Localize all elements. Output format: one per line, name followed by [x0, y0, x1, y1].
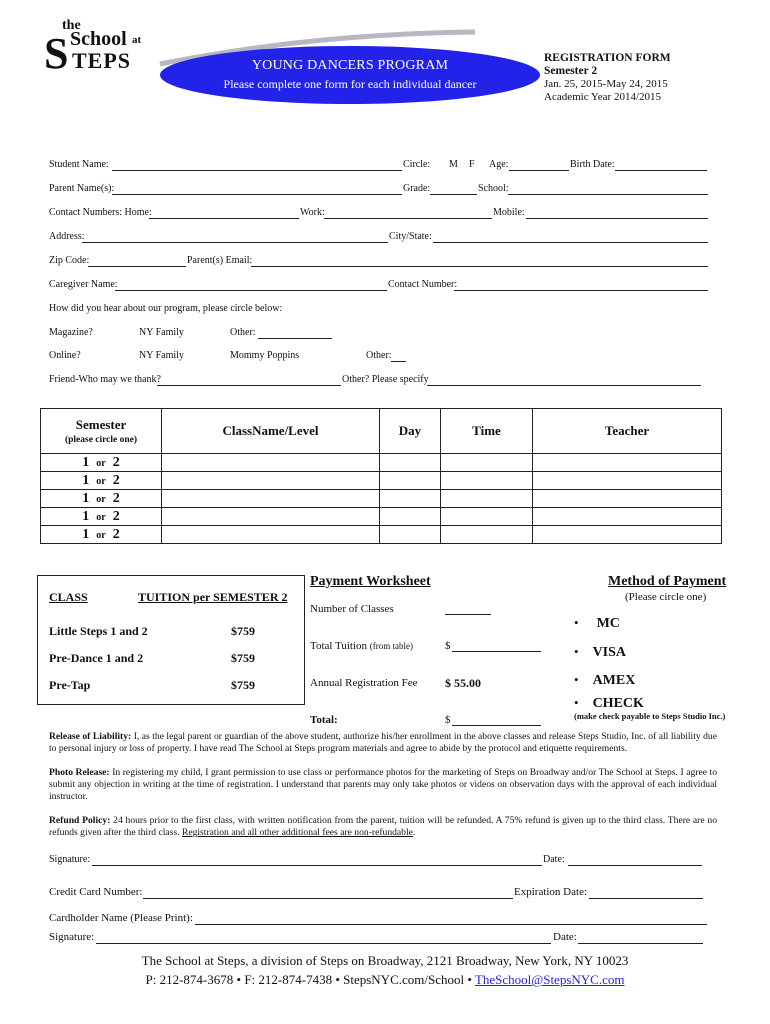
- logo-school-text: School: [70, 28, 127, 50]
- class-name-cell[interactable]: [162, 508, 380, 526]
- age-label: Age:: [489, 159, 509, 170]
- bullet-icon: •: [574, 644, 579, 659]
- program-banner: [160, 46, 540, 104]
- total-tuition-label: Total Tuition (from table): [310, 640, 413, 652]
- class-table-header: [41, 409, 722, 454]
- teacher-cell[interactable]: [533, 472, 722, 490]
- option-magazine[interactable]: Magazine?: [49, 327, 93, 338]
- day-cell[interactable]: [380, 508, 441, 526]
- grade-label: Grade:: [403, 183, 431, 194]
- logo-teps-text: TEPS: [72, 48, 132, 73]
- header-class-name: ClassName/Level: [162, 409, 380, 454]
- credit-card-label: Credit Card Number:: [49, 886, 143, 898]
- release-of-liability: Release of Liability: I, as the legal parent or guardian of the above student, authorize his/her enrollment in the above classes and release Steps Studio, Inc. of all liability due to personal injury or loss of property. I have read The School at Steps program materials and agree to abide by the protocol and etiquette requirements.: [49, 731, 717, 755]
- registration-title: REGISTRATION FORM: [544, 52, 671, 64]
- bullet-icon: •: [574, 672, 579, 687]
- other-specify-field[interactable]: [427, 385, 701, 386]
- tuition-item-name: Pre-Dance 1 and 2: [49, 651, 144, 665]
- footer-contact: P: 212-874-3678 • F: 212-874-7438 • StepsNYC.com/School • TheSchool@StepsNYC.com: [145, 972, 625, 987]
- semester-choice[interactable]: 1 or 2: [41, 490, 162, 508]
- mobile-label: Mobile:: [493, 207, 525, 218]
- option-online[interactable]: Online?: [49, 350, 81, 361]
- cardholder-label: Cardholder Name (Please Print):: [49, 912, 193, 924]
- total-dollar: $: [445, 714, 451, 726]
- other-online-label: Other:: [366, 350, 392, 361]
- academic-year: Academic Year 2014/2015: [544, 91, 662, 103]
- teacher-cell[interactable]: [533, 454, 722, 472]
- semester-choice[interactable]: 1 or 2: [41, 508, 162, 526]
- tuition-item-price: $759: [231, 678, 255, 692]
- date2-field[interactable]: [578, 943, 703, 944]
- time-cell[interactable]: [441, 526, 533, 544]
- cardholder-field[interactable]: [195, 924, 707, 925]
- parent-names-label: Parent Name(s):: [49, 183, 115, 194]
- table-row: [41, 490, 722, 508]
- credit-card-field[interactable]: [143, 898, 513, 899]
- teacher-cell[interactable]: [533, 526, 722, 544]
- annual-fee-label: Annual Registration Fee: [310, 677, 418, 689]
- caregiver-label: Caregiver Name:: [49, 279, 118, 290]
- city-state-label: City/State:: [389, 231, 432, 242]
- caregiver-field[interactable]: [115, 290, 387, 291]
- circle-label: Circle:: [403, 159, 431, 170]
- bullet-icon: •: [574, 615, 579, 630]
- other-magazine-field[interactable]: [258, 338, 332, 339]
- time-cell[interactable]: [441, 472, 533, 490]
- tuition-item-name: Little Steps 1 and 2: [49, 624, 148, 638]
- teacher-cell[interactable]: [533, 508, 722, 526]
- annual-fee-value: $ 55.00: [445, 676, 481, 690]
- table-row: [41, 526, 722, 544]
- school-field[interactable]: [508, 194, 708, 195]
- table-row: [41, 472, 722, 490]
- program-title: YOUNG DANCERS PROGRAM: [251, 58, 449, 73]
- time-cell[interactable]: [441, 508, 533, 526]
- expiration-label: Expiration Date:: [514, 886, 588, 898]
- day-cell[interactable]: [380, 454, 441, 472]
- logo-at-text: at: [132, 34, 142, 46]
- contact-home-field[interactable]: [149, 218, 299, 219]
- header-semester: [41, 409, 162, 454]
- other-online-field[interactable]: [391, 361, 406, 362]
- expiration-field[interactable]: [589, 898, 703, 899]
- signature-field[interactable]: [92, 865, 542, 866]
- payment-option-check[interactable]: • CHECK: [574, 695, 644, 711]
- gender-f-option[interactable]: F: [469, 159, 475, 170]
- age-field[interactable]: [509, 170, 569, 171]
- contact-number-field[interactable]: [454, 290, 708, 291]
- class-name-cell[interactable]: [162, 490, 380, 508]
- other-magazine-label: Other:: [230, 327, 256, 338]
- address-label: Address:: [49, 231, 85, 242]
- parent-names-field[interactable]: [112, 194, 402, 195]
- method-title: Method of Payment: [608, 574, 727, 589]
- gender-m-option[interactable]: M: [449, 159, 458, 170]
- birth-date-label: Birth Date:: [570, 159, 615, 170]
- parent-email-label: Parent(s) Email:: [187, 255, 253, 266]
- footer-address: The School at Steps, a division of Steps on Broadway, 2121 Broadway, New York, NY 10023: [141, 953, 629, 968]
- contact-home-label: Contact Numbers: Home:: [49, 207, 152, 218]
- tuition-class-header: CLASS: [49, 590, 88, 604]
- student-name-field[interactable]: [112, 170, 402, 171]
- header-time: Time: [441, 409, 533, 454]
- table-row: [41, 508, 722, 526]
- semester-label: Semester 2: [544, 65, 598, 77]
- table-row: [41, 454, 722, 472]
- semester-choice[interactable]: 1 or 2: [41, 454, 162, 472]
- tuition-item-price: $759: [231, 624, 255, 638]
- check-note: (make check payable to Steps Studio Inc.): [574, 711, 726, 721]
- class-name-cell[interactable]: [162, 454, 380, 472]
- zip-field[interactable]: [88, 266, 186, 267]
- friend-label: Friend-Who may we thank?: [49, 374, 161, 385]
- parent-email-field[interactable]: [251, 266, 708, 267]
- payment-worksheet-title: Payment Worksheet: [310, 574, 431, 589]
- day-cell[interactable]: [380, 472, 441, 490]
- student-name-label: Student Name:: [49, 159, 109, 170]
- birth-date-field[interactable]: [615, 170, 707, 171]
- semester-choice[interactable]: 1 or 2: [41, 472, 162, 490]
- num-classes-label: Number of Classes: [310, 603, 394, 615]
- day-cell[interactable]: [380, 526, 441, 544]
- num-classes-field[interactable]: [445, 614, 491, 615]
- tuition-price-header: TUITION per SEMESTER 2: [138, 590, 288, 604]
- payment-option-mc[interactable]: • MC: [574, 615, 620, 631]
- class-name-cell[interactable]: [162, 526, 380, 544]
- date-label: Date:: [543, 854, 565, 865]
- mobile-field[interactable]: [526, 218, 708, 219]
- photo-release: Photo Release: In registering my child, I grant permission to use class or performance photos for the marketing of Steps on Broadway and/or The School at Steps. I agree to submit any objection in writing at the time of registration. I understand that parents may only take photos or videos on observation days with the approval of each individual instructor.: [49, 767, 718, 803]
- email-link[interactable]: TheSchool@StepsNYC.com: [474, 972, 625, 987]
- total-field[interactable]: [452, 725, 541, 726]
- method-note: (Please circle one): [625, 591, 707, 603]
- time-cell[interactable]: [441, 454, 533, 472]
- date-field[interactable]: [568, 865, 702, 866]
- option-mommy-poppins[interactable]: Mommy Poppins: [230, 350, 300, 361]
- header-day: Day: [380, 409, 441, 454]
- time-cell[interactable]: [441, 490, 533, 508]
- other-specify-label: Other? Please specify: [342, 374, 429, 385]
- work-field[interactable]: [324, 218, 492, 219]
- logo-the-text: the: [62, 18, 81, 33]
- city-state-field[interactable]: [433, 242, 708, 243]
- logo-s-letter: S: [44, 29, 69, 78]
- option-ny-family-online[interactable]: NY Family: [139, 350, 184, 361]
- address-field[interactable]: [82, 242, 388, 243]
- work-label: Work:: [300, 207, 325, 218]
- refund-policy: Refund Policy: 24 hours prior to the first class, with written notification from the parent, tuition will be refunded. A 75% refund is given up to the third class. There are no refunds given after the third class. Registration and all other additional fees are non-refundable.: [49, 815, 717, 839]
- tuition-table: [37, 575, 305, 705]
- teacher-cell[interactable]: [533, 490, 722, 508]
- hear-question: How did you hear about our program, please circle below:: [49, 303, 283, 314]
- signature-label: Signature:: [49, 854, 91, 865]
- semester-choice[interactable]: 1 or 2: [41, 526, 162, 544]
- school-label: School:: [478, 183, 509, 194]
- total-tuition-field[interactable]: [452, 651, 541, 652]
- signature2-field[interactable]: [96, 943, 551, 944]
- payment-option-visa[interactable]: • VISA: [574, 644, 627, 660]
- class-table: [40, 408, 722, 544]
- friend-field[interactable]: [157, 385, 341, 386]
- header-semester-note: (please circle one): [64, 435, 138, 445]
- total-tuition-dollar: $: [445, 640, 451, 652]
- class-name-cell[interactable]: [162, 472, 380, 490]
- semester-dates: Jan. 25, 2015-May 24, 2015: [544, 78, 668, 90]
- header-semester-label: Semester: [75, 417, 127, 432]
- contact-number-label: Contact Number:: [388, 279, 458, 290]
- payment-option-amex[interactable]: • AMEX: [574, 672, 636, 688]
- header-teacher: Teacher: [533, 409, 722, 454]
- total-label: Total:: [310, 714, 338, 726]
- grade-field[interactable]: [430, 194, 477, 195]
- zip-label: Zip Code:: [49, 255, 90, 266]
- registration-info: [544, 52, 744, 104]
- signature2-label: Signature:: [49, 931, 95, 943]
- tuition-item-name: Pre-Tap: [49, 678, 91, 692]
- program-subtitle: Please complete one form for each individual dancer: [223, 77, 477, 91]
- date2-label: Date:: [553, 931, 577, 943]
- option-ny-family-magazine[interactable]: NY Family: [139, 327, 184, 338]
- bullet-icon: •: [574, 695, 579, 710]
- day-cell[interactable]: [380, 490, 441, 508]
- tuition-item-price: $759: [231, 651, 255, 665]
